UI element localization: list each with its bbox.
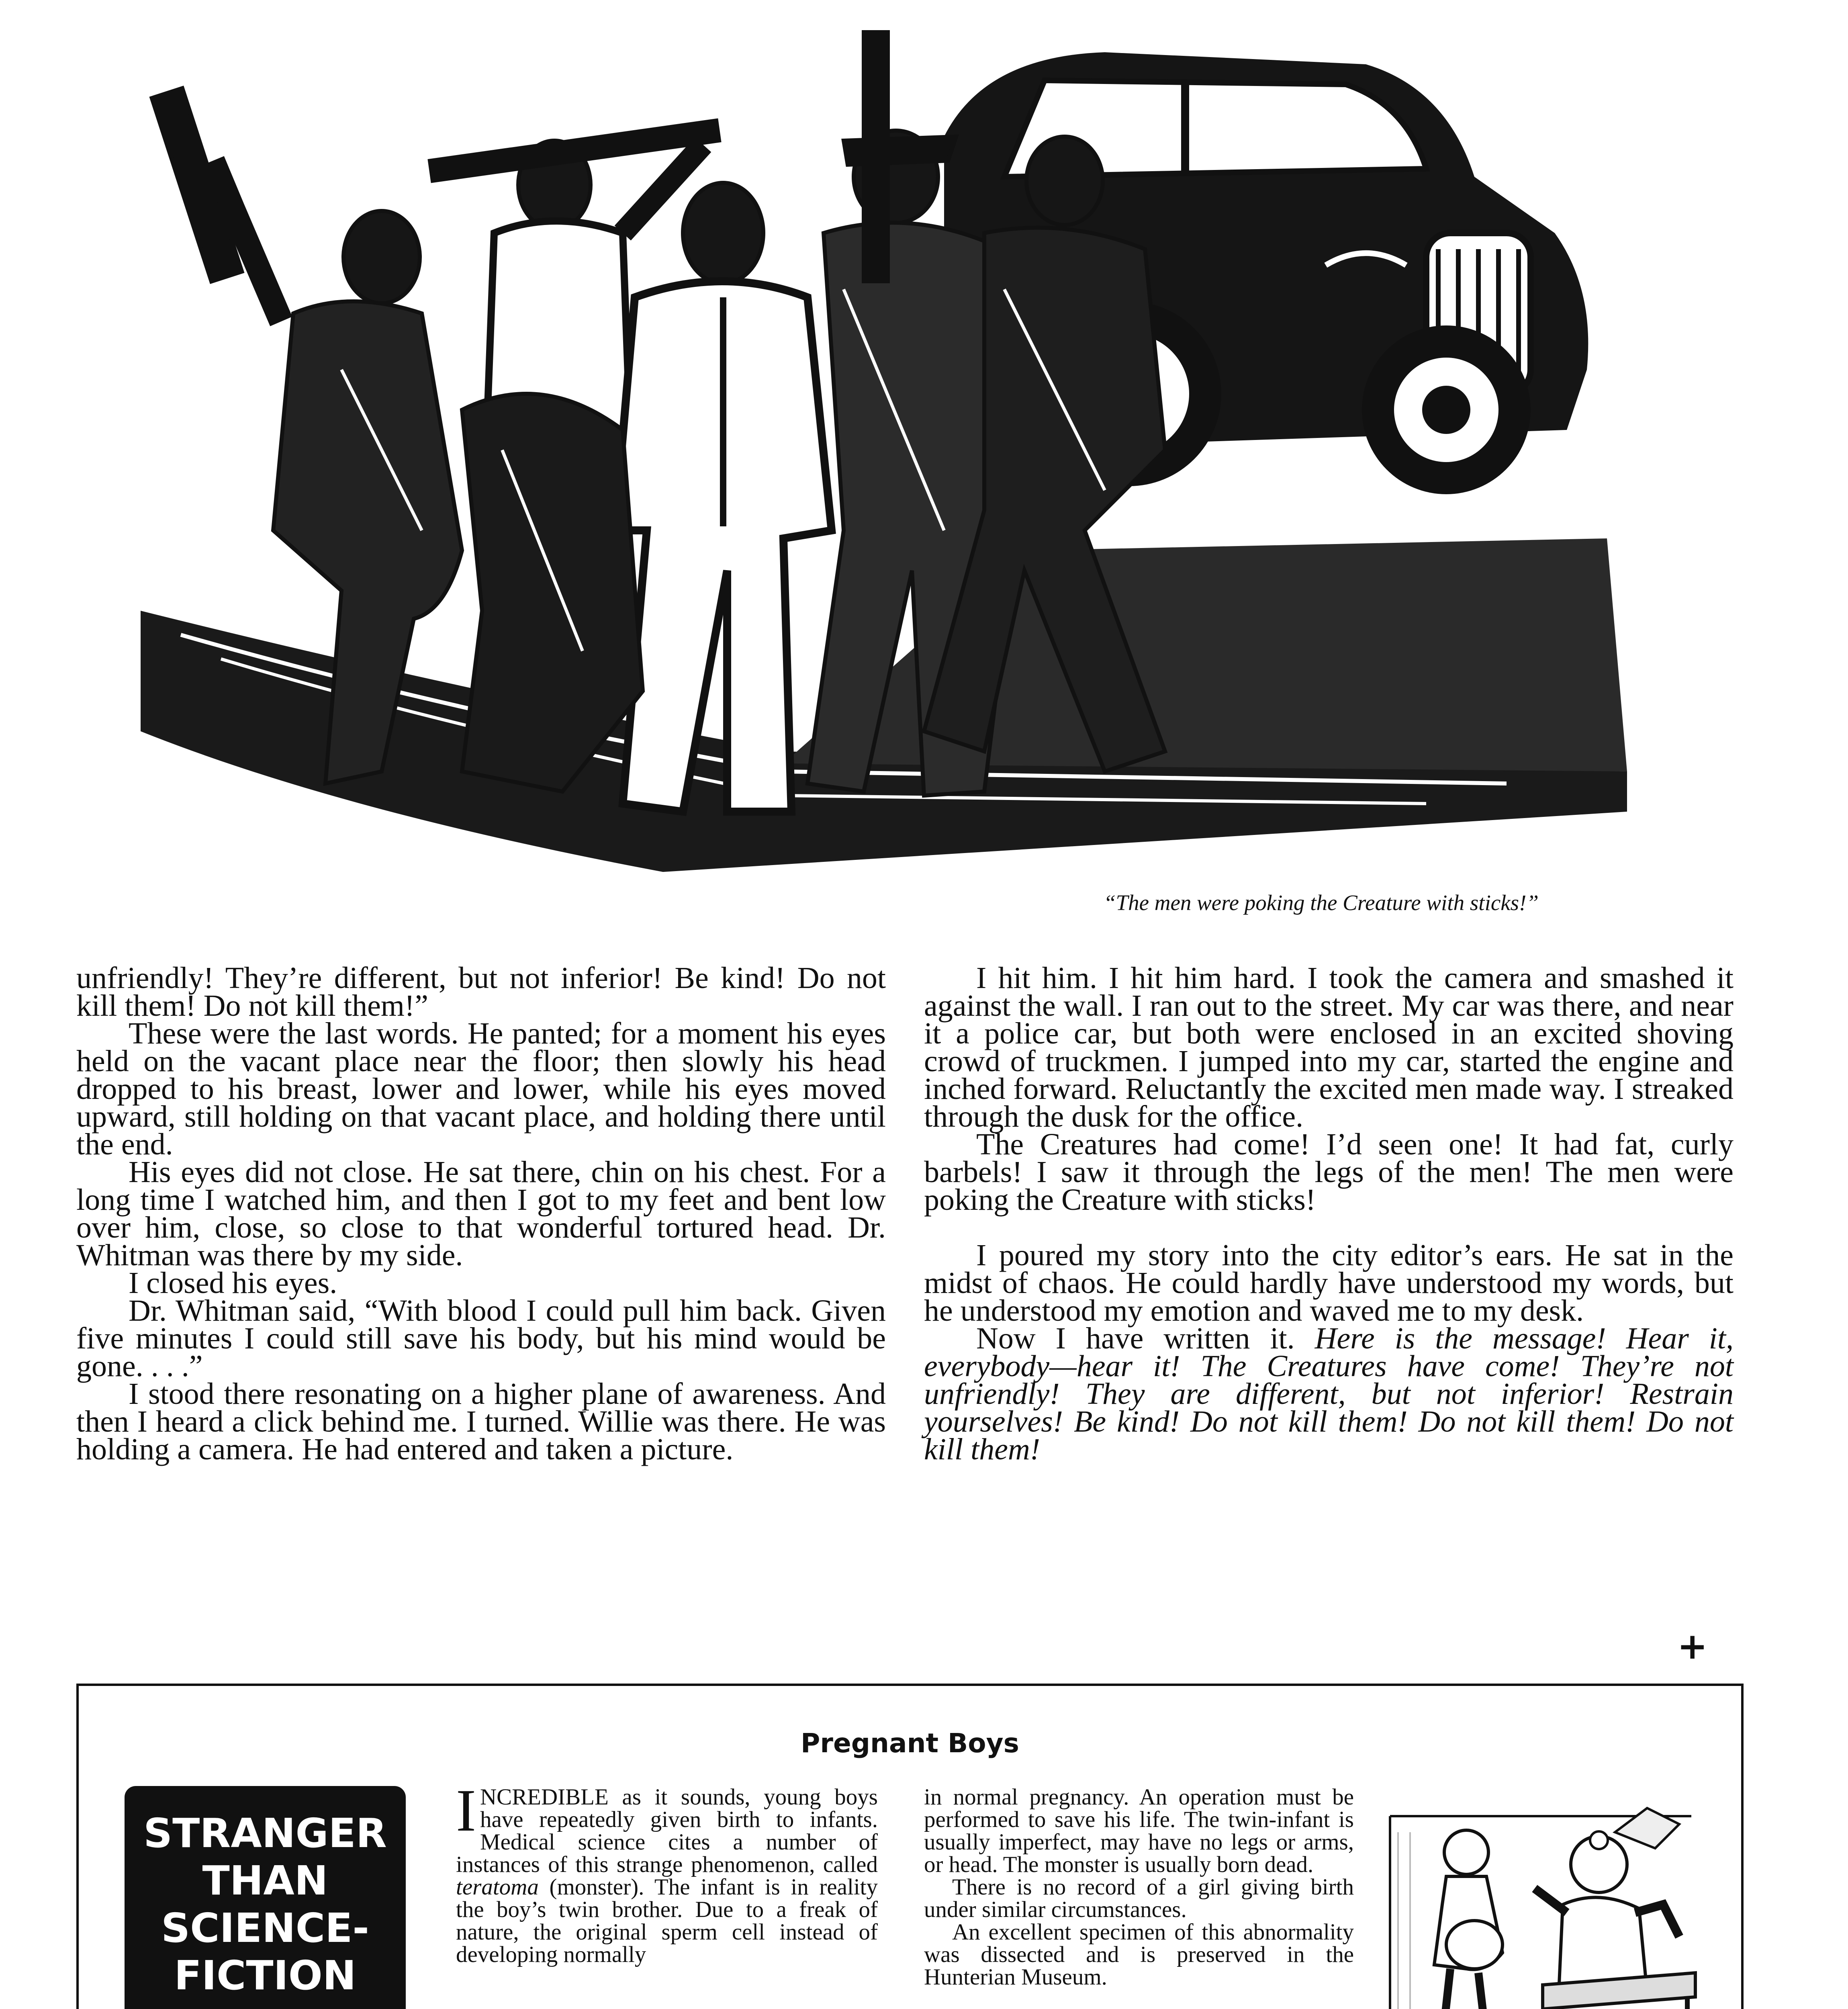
stranger-than-science-fiction-logo	[125, 1786, 406, 2009]
logo-line: STRANGER	[143, 1810, 387, 1857]
pregnant-text: NCREDIBLE as it sounds, young boys have repeatedly given birth to infants. Medical science cites a number of instances of this strange phenomenon, called	[456, 1784, 878, 1877]
pregnant-boys-heading: Pregnant Boys	[801, 1728, 1019, 1759]
logo-line: SCIENCE-	[161, 1905, 369, 1952]
story-paragraph: I poured my story into the city editor’s ears. He sat in the midst of chaos. He could hardly have understood my words, but he understood my emotion and waved me to my desk.	[924, 1238, 1734, 1328]
story-final-intro: Now I have written it.	[976, 1322, 1295, 1355]
logo-line: THAN	[202, 1857, 328, 1904]
story-paragraph: I hit him. I hit him hard. I took the camera and smashed it against the wall. I ran out to the street. My car was there, and near it a police car, but both were enclosed in an excited shoving crowd of truckmen. I jumped into my car, started the engine and inched forward. Reluctantly the excited men made way. I streaked through the dusk for the office.	[924, 961, 1734, 1133]
story-paragraph: His eyes did not close. He sat there, chin on his chest. For a long time I watched him, and then I got to my feet and bent low over him, close, so close to that wonderful tortured head. Dr. Whitman was there by my side.	[76, 1155, 886, 1272]
pregnant-text: in normal pregnancy. An operation must be performed to save his life. The twin-infant is usually imperfect, may have no legs or arms, or head. The monster is usually born dead.	[924, 1784, 1354, 1877]
end-of-story-mark: +	[1677, 1625, 1708, 1667]
logo-line: FICTION	[174, 1952, 356, 1999]
story-column-left	[76, 961, 886, 1466]
story-paragraph: The Creatures had come! I’d seen one! It had fat, curly barbels! I saw it through the legs of the men! The men were poking the Creature with sticks!	[924, 1127, 1734, 1217]
pregnant-boys-column-2	[924, 1786, 1354, 1989]
pregnant-text: (monster). The infant is in reality the boy’s twin brother. Due to a freak of nature, the original sperm cell instead of developing normally	[456, 1874, 878, 1967]
story-paragraph: I closed his eyes.	[129, 1266, 337, 1300]
story-paragraph: Dr. Whitman said, “With blood I could pull him back. Given five minutes I could still save his body, but his mind would be gone. . . .”	[76, 1294, 886, 1383]
pregnant-text: There is no record of a girl giving birth under similar circumstances.	[924, 1874, 1354, 1922]
illustration-caption: “The men were poking the Creature with sticks!”	[1103, 890, 1539, 915]
pregnant-text: An excellent specimen of this abnormality was dissected and is preserved in the Hunterian Museum.	[924, 1919, 1354, 1990]
pregnant-term: teratoma	[456, 1874, 539, 1900]
story-column-right	[924, 961, 1734, 1466]
pregnant-boys-column-1	[456, 1777, 878, 1967]
story-final-message: Here is the message! Hear it, everybody—hear it! The Creatures have come! They’re not unfriendly! They are different, but not inferior! Restrain yourselves! Be kind! Do not kill them! Do not kill them! Do not kill them!	[924, 1322, 1734, 1466]
doctor-and-boy-illustration	[1374, 1784, 1707, 2009]
story-paragraph: unfriendly! They’re different, but not inferior! Be kind! Do not kill them! Do not kill them!”	[76, 961, 886, 1023]
drop-cap: I	[456, 1777, 476, 1844]
story-final-paragraph	[924, 1322, 1734, 1466]
story-paragraph: I stood there resonating on a higher plane of awareness. And then I heard a click behind me. I turned. Willie was there. He was holding a camera. He had entered and taken a picture.	[76, 1377, 886, 1466]
story-illustration	[100, 8, 1635, 916]
story-paragraph: These were the last words. He panted; for a moment his eyes held on the vacant place near the floor; then slowly his head dropped to his breast, lower and lower, while his eyes moved upward, still holding on that vacant place, and holding there until the end.	[76, 1017, 886, 1161]
